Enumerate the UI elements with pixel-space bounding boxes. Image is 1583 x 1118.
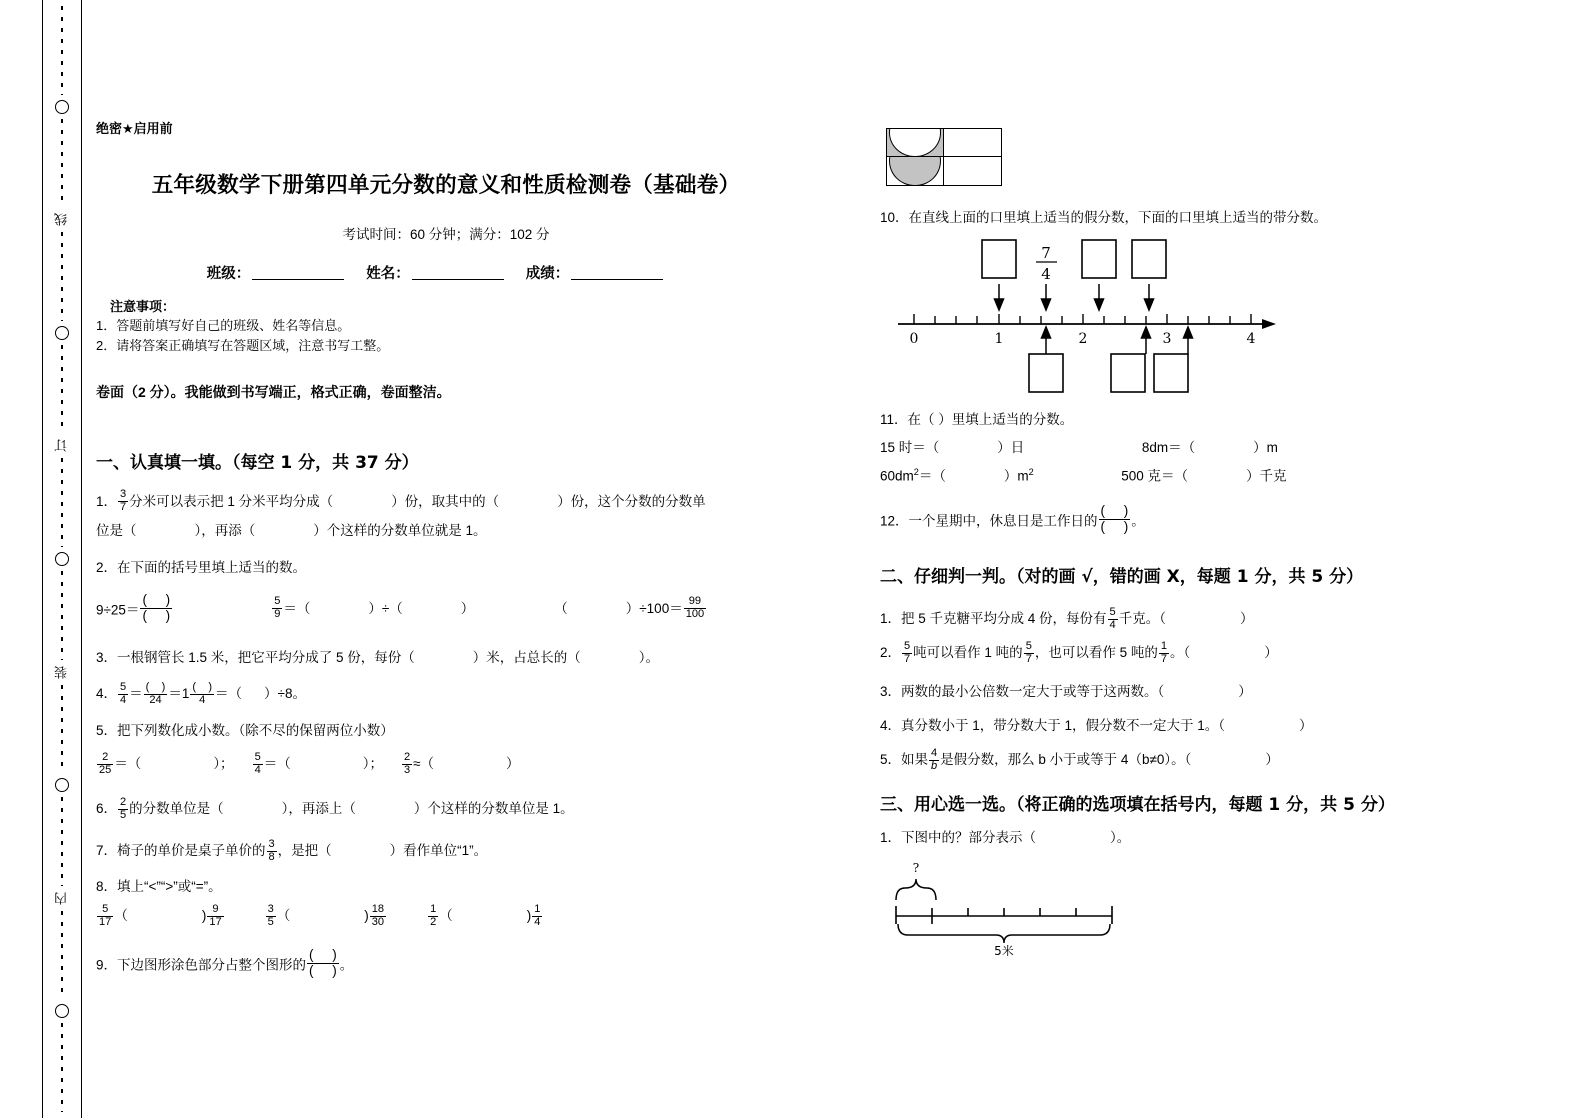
q1-text-3: ）份，这个分数的分数单 — [557, 494, 706, 509]
answer-box-top-1[interactable] — [982, 240, 1016, 278]
seal-dots — [61, 6, 63, 95]
tf2-fraction-1: $\frac{5}{7}$ — [904, 639, 911, 665]
bracket-question-mark: ? — [912, 861, 920, 875]
seal-margin — [42, 0, 82, 1118]
q4-blank-fraction-1[interactable]: $\frac{( )}{24}$ — [145, 680, 166, 706]
q1-text-1: 分米可以表示把 1 分米平均分成（ — [129, 494, 334, 509]
seal-char-pack: 装 — [54, 665, 70, 679]
question-8: 8．填上“<”“>”或“=”。 — [96, 879, 222, 894]
numline-label-4: 4 — [1246, 331, 1256, 347]
q7-fraction: $\frac{3}{8}$ — [268, 837, 275, 863]
score-input[interactable] — [571, 264, 663, 280]
question-5: 5．把下列数化成小数。（除不尽的保留两位小数） — [96, 723, 394, 738]
q5-fraction-23: $\frac{2}{3}$ — [403, 750, 411, 776]
q10-number: 10． — [880, 210, 909, 225]
q8-frac-2l: $\frac{3}{5}$ — [267, 902, 274, 928]
q2-expr-3: （ ）÷100＝ $\frac{99}{100}$ — [554, 595, 705, 621]
q5-expr-c: $\frac{2}{3}$ ≈（ ） — [403, 750, 520, 776]
q1-number: 1． — [96, 494, 118, 509]
tf2-fraction-2: $\frac{5}{7}$ — [1025, 639, 1032, 665]
q5-fraction-225: $\frac{2}{25}$ — [99, 750, 112, 776]
question-11: 11．在（ ）里填上适当的分数。 — [880, 412, 1074, 427]
class-input[interactable] — [252, 264, 344, 280]
tf1-fraction: $\frac{5}{4}$ — [1109, 605, 1116, 631]
question-5-expressions — [96, 750, 796, 778]
q9-blank-fraction[interactable]: $\frac{( )}{( )}$ — [309, 947, 337, 978]
number-line-figure — [886, 236, 1286, 406]
q2-expr-1: 9÷25＝ $\frac{( )}{( )}$ — [96, 592, 171, 623]
shaded-cell-top-right — [944, 129, 1001, 157]
answer-box-top-2[interactable] — [1082, 240, 1116, 278]
q8-pair-2: $\frac{3}{5}$ （ ) $\frac{18}{30}$ — [267, 902, 385, 928]
q5-expr-a: $\frac{2}{25}$ ＝（ ）； — [99, 750, 234, 776]
tf-item-4: 4．真分数小于 1，带分数大于 1，假分数不一定大于 1。（ ） — [880, 718, 1313, 733]
seal-circle — [55, 100, 69, 114]
q2-number: 2． — [96, 560, 118, 575]
tf-item-2: 2． $\frac{5}{7}$ 吨可以看作 1 吨的 $\frac{5}{7}$ ，也可以看作 5 吨的 $\frac{1}{7}$ 。（ ） — [880, 639, 1278, 665]
q2-expr-2: $\frac{5}{9}$ ＝（ ）÷（ ） — [274, 595, 475, 621]
student-info-line — [96, 262, 796, 283]
answer-box-bottom-1[interactable] — [1029, 354, 1063, 392]
q4-fraction-54: $\frac{5}{4}$ — [120, 680, 127, 706]
note-2: 2．请将答案正确填写在答题区域，注意书写工整。 — [96, 338, 390, 353]
q2-fraction-59: $\frac{5}{9}$ — [274, 595, 281, 621]
seal-circle — [55, 326, 69, 340]
seal-char-inner: 内 — [54, 891, 70, 905]
bracket-length-label: 5米 — [994, 944, 1014, 956]
tf-item-1: 1．把 5 千克糖平均分成 4 份，每份有 $\frac{5}{4}$ 千克。（ ） — [880, 605, 1254, 631]
q8-pair-1: $\frac{5}{17}$ （ ) $\frac{9}{17}$ — [99, 902, 222, 928]
exam-meta: 考试时间：60 分钟；满分：102 分 — [342, 227, 550, 242]
seal-dots — [61, 1023, 63, 1112]
question-8-comparisons — [96, 902, 796, 930]
seal-circle — [55, 778, 69, 792]
q12-number: 12． — [880, 513, 909, 529]
seal-circle — [55, 1004, 69, 1018]
q8-frac-1r: $\frac{9}{17}$ — [209, 902, 222, 928]
label-score: 成绩： — [525, 266, 570, 282]
seal-dots — [61, 911, 63, 1000]
q6-number: 6． — [96, 801, 118, 817]
seal-dots — [61, 345, 63, 434]
label-name: 姓名： — [366, 266, 410, 282]
seal-char-line: 线 — [54, 213, 70, 227]
question-7: 7．椅子的单价是桌子单价的 $\frac{3}{8}$ ，是把（ ）看作单位“1”。 — [96, 837, 488, 863]
seal-dots — [61, 685, 63, 774]
numline-given-denominator: 4 — [1041, 265, 1051, 283]
tf5-fraction: $\frac{4}{b}$ — [931, 746, 938, 772]
page-title: 五年级数学下册第四单元分数的意义和性质检测卷（基础卷） — [151, 173, 741, 198]
question-6: 6． $\frac{2}{5}$ 的分数单位是（ ），再添上（ ）个这样的分数单位是 1。 — [96, 795, 574, 821]
bracket-figure — [886, 856, 1146, 956]
seal-dots — [61, 458, 63, 547]
label-class: 班级： — [206, 266, 251, 282]
q1-fraction: $\frac{3}{7}$ — [120, 488, 127, 514]
section-2-heading: 二、仔细判一判。（对的画 √，错的画 X，每题 1 分，共 5 分） — [880, 567, 1364, 587]
question-2-expressions — [96, 592, 796, 625]
tf-item-5: 5．如果 $\frac{4}{b}$ 是假分数，那么 b 小于或等于 4（b≠0）。（ ） — [880, 746, 1279, 772]
question-12: 12．一个星期中，休息日是工作日的 $\frac{( )}{( )}$ 。 — [880, 503, 1145, 534]
seal-dots — [61, 571, 63, 660]
notes-title: 注意事项： — [110, 299, 176, 314]
q2-fraction-99100: $\frac{99}{100}$ — [685, 595, 705, 621]
numline-given-numerator: 7 — [1041, 244, 1051, 262]
secret-notice: 绝密★启用前 — [96, 121, 173, 136]
seal-circle — [55, 552, 69, 566]
question-11-row-2: $60dm^2=$（ ）$m^2$ 500 克＝（ ）千克 — [880, 467, 1287, 484]
numline-label-2: 2 — [1078, 331, 1088, 347]
question-11-row-1: 15 时＝（ ）日 8dm＝（ ）m — [880, 440, 1278, 455]
answer-box-bottom-2[interactable] — [1111, 354, 1145, 392]
shaded-cell-bottom-left — [887, 157, 944, 185]
q8-pair-3: $\frac{1}{2}$ （ ) $\frac{1}{4}$ — [430, 902, 541, 928]
q9-number: 9． — [96, 957, 118, 973]
q3-number: 3． — [96, 650, 118, 665]
seal-dots — [61, 119, 63, 208]
q6-fraction: $\frac{2}{5}$ — [120, 795, 127, 821]
q8-frac-2r: $\frac{18}{30}$ — [371, 902, 385, 928]
shaded-cell-bottom-right — [944, 157, 1001, 185]
numline-label-0: 0 — [909, 331, 919, 347]
question-10: 10．在直线上面的口里填上适当的假分数，下面的口里填上适当的带分数。 — [880, 210, 1328, 225]
note-1: 1．答题前填写好自己的班级、姓名等信息。 — [96, 318, 351, 333]
q1-text-2: ）份，取其中的（ — [391, 494, 500, 509]
q8-frac-3l: $\frac{1}{2}$ — [430, 902, 437, 928]
tf2-fraction-3: $\frac{1}{7}$ — [1160, 639, 1168, 665]
q8-frac-3r: $\frac{1}{4}$ — [534, 902, 541, 928]
question-2 — [96, 558, 796, 578]
q7-number: 7． — [96, 843, 118, 859]
question-1 — [96, 488, 796, 546]
numline-label-1: 1 — [994, 331, 1004, 347]
shaded-cell-top-left — [887, 129, 944, 157]
seal-dots — [61, 797, 63, 886]
seal-dots — [61, 232, 63, 321]
seal-char-bind: 订 — [54, 439, 70, 453]
q2-blank-fraction[interactable]: $\frac{( )}{( )}$ — [142, 592, 171, 623]
q4-blank-fraction-2[interactable]: $\frac{( )}{4}$ — [192, 680, 213, 706]
q11-number: 11． — [880, 412, 908, 427]
q1-text-4: 位是（ — [96, 523, 137, 539]
q12-blank-fraction[interactable]: $\frac{( )}{( )}$ — [1100, 503, 1129, 534]
tf-item-3: 3．两数的最小公倍数一定大于或等于这两数。（ ） — [880, 684, 1252, 699]
q4-number: 4． — [96, 686, 118, 702]
q1-text-6: ）个这样的分数单位就是 1。 — [313, 523, 487, 539]
section-3-heading: 三、用心选一选。（将正确的选项填在括号内，每题 1 分，共 5 分） — [880, 795, 1395, 815]
question-4: 4． $\frac{5}{4}$ ＝ $\frac{( )}{24}$ ＝1 $\frac{( )}{4}$ ＝（ ）÷8。 — [96, 680, 306, 706]
question-9: 9．下边图形涂色部分占整个图形的 $\frac{( )}{( )}$ 。 — [96, 947, 354, 978]
shaded-figure — [886, 128, 1002, 186]
q5-fraction-54: $\frac{5}{4}$ — [254, 750, 261, 776]
q2-text: 在下面的括号里填上适当的数。 — [117, 560, 307, 575]
q8-number: 8． — [96, 879, 118, 894]
question-3: 3．一根钢管长 1.5 米，把它平均分成了 5 份，每份（ ）米，占总长的（ ）。 — [96, 650, 660, 665]
section-1-heading: 一、认真填一填。（每空 1 分，共 37 分） — [96, 453, 419, 473]
answer-box-top-3[interactable] — [1132, 240, 1166, 278]
q5-number: 5． — [96, 723, 118, 738]
handwriting-note: 卷面（2 分）。我能做到书写端正，格式正确，卷面整洁。 — [96, 384, 451, 400]
answer-box-bottom-3[interactable] — [1154, 354, 1188, 392]
choice-item-1: 1．下图中的？部分表示（ ）。 — [880, 830, 1131, 845]
q5-expr-b: $\frac{5}{4}$ ＝（ ）； — [254, 750, 383, 776]
q8-frac-1l: $\frac{5}{17}$ — [99, 902, 112, 928]
q1-text-5: ），再添（ — [194, 523, 256, 539]
name-input[interactable] — [412, 264, 504, 280]
numline-label-3: 3 — [1162, 331, 1172, 347]
